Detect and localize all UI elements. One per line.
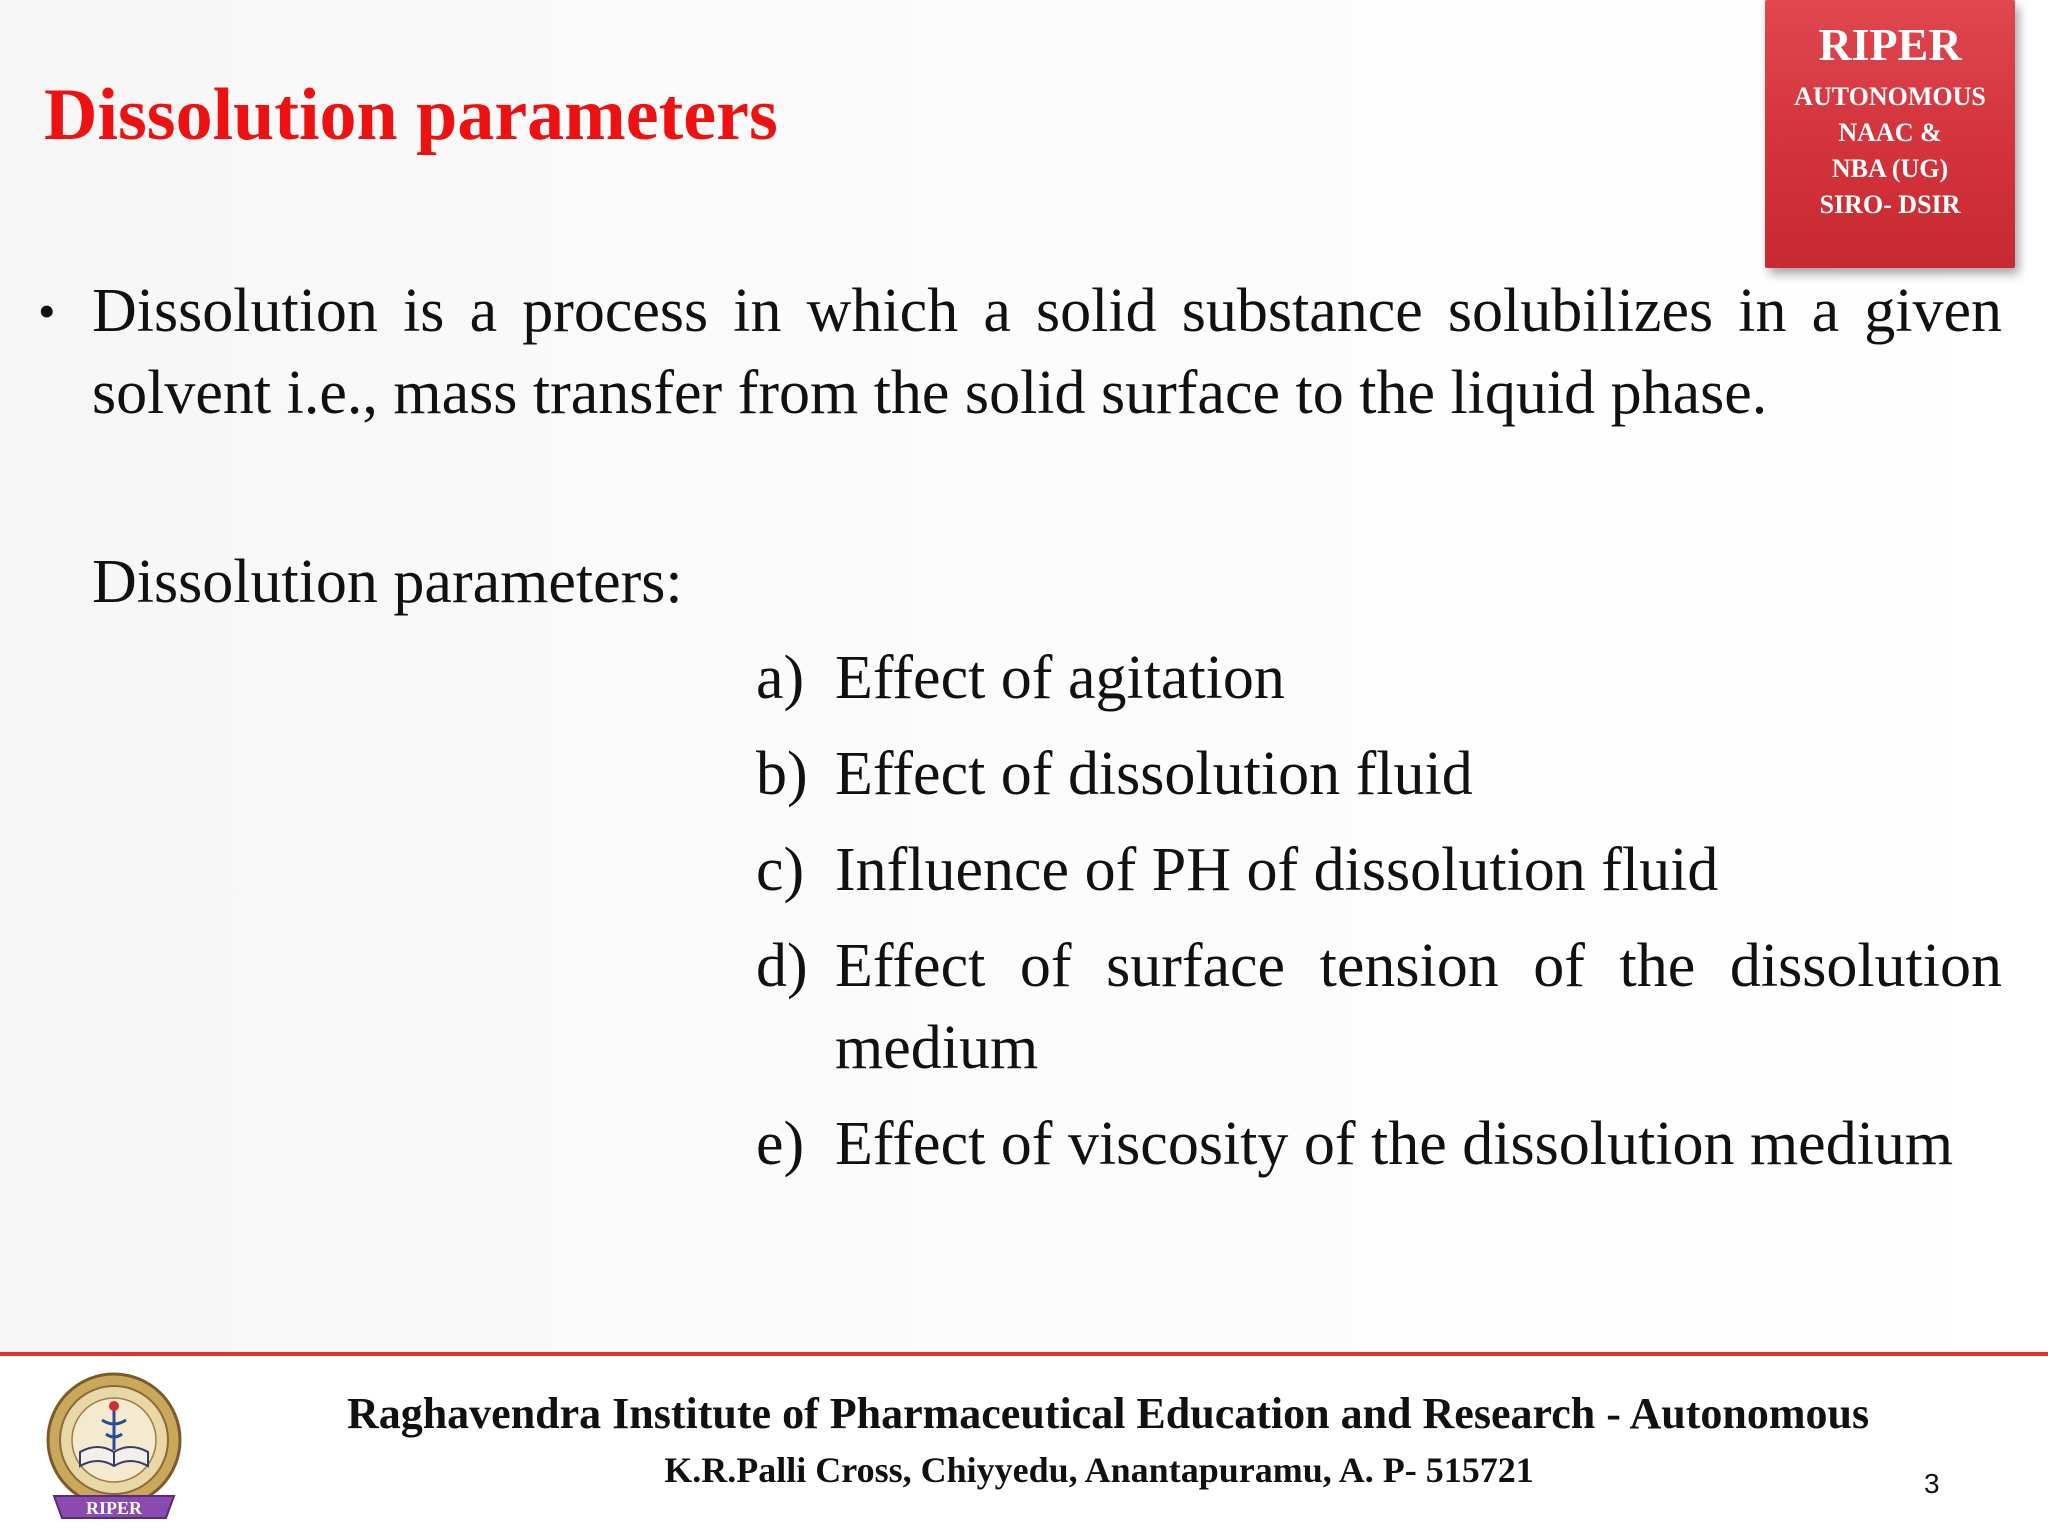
list-item-text: Effect of viscosity of the dissolution medium [835, 1110, 1954, 1178]
badge-line: NBA (UG) [1831, 154, 1949, 183]
list-item-marker: b) [756, 740, 808, 808]
list-item-marker: a) [756, 644, 805, 712]
list-item-marker: c) [756, 836, 805, 904]
list-item-marker: e) [756, 1110, 805, 1178]
footer-divider [0, 1352, 2048, 1356]
parameters-heading: Dissolution parameters: [92, 548, 683, 616]
list-item-marker: d) [756, 932, 808, 1000]
list-item-text: Effect of dissolution fluid [835, 740, 1473, 808]
page-number: 3 [1924, 1468, 1940, 1499]
institute-name: Raghavendra Institute of Pharmaceutical Education and Research - Autonomous [346, 1389, 1870, 1438]
badge-line: AUTONOMOUS [1794, 82, 1986, 111]
list-item-text: Effect of surface tension of the dissolution medium [835, 932, 2002, 1082]
badge-line: SIRO- DSIR [1819, 190, 1961, 219]
accreditation-badge [1765, 0, 2015, 268]
slide-title: Dissolution parameters [44, 74, 778, 156]
logo-ribbon-text: RIPER [85, 1498, 143, 1518]
badge-line: NAAC & [1838, 118, 1942, 147]
badge-title: RIPER [1818, 19, 1962, 70]
list-item-text: Influence of PH of dissolution fluid [835, 836, 1719, 904]
bullet-marker: • [38, 283, 56, 339]
list-item-text: Effect of agitation [835, 644, 1285, 712]
institute-address: K.R.Palli Cross, Chiyyedu, Anantapuramu, A. P- 515721 [664, 1450, 1534, 1490]
bullet-text: Dissolution is a process in which a solid substance solubilizes in a given solvent i.e., mass transfer from the solid surface to the liquid phase. [92, 277, 2002, 427]
